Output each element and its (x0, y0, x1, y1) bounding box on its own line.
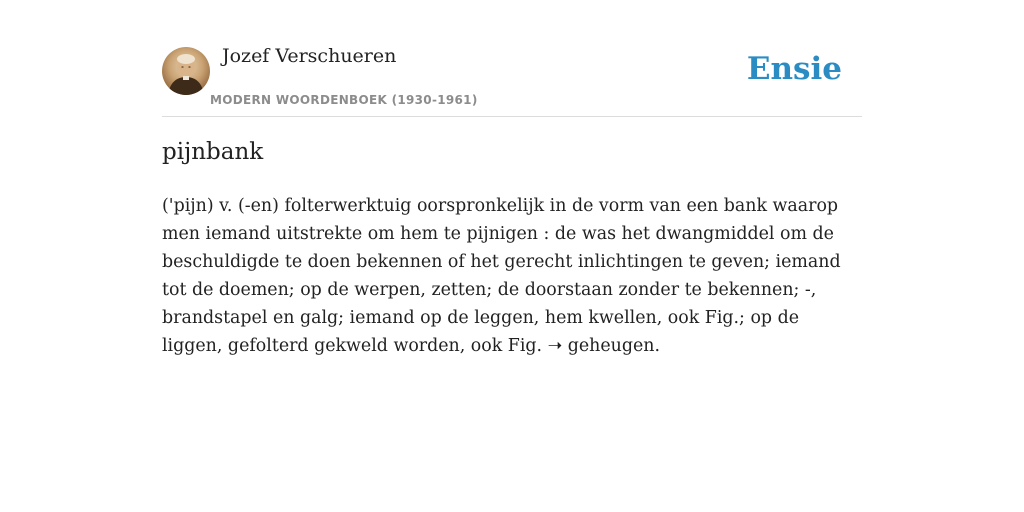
author-portrait-icon (162, 47, 210, 95)
author-avatar (162, 47, 210, 95)
definition-text (162, 192, 862, 360)
headword: pijnbank (162, 139, 264, 165)
arrow-icon: ➝ (547, 336, 563, 356)
link-geheugen[interactable]: geheugen (567, 336, 655, 356)
entry-header (162, 40, 862, 117)
definition-end: . (654, 336, 661, 356)
definition-body: ('pijn) v. (-en) folterwerktuig oorspronkelijk in de vorm van een bank waarop men iemand uitstrekte om hem te pijnigen : de was het dwangmiddel om de beschuldigde te doen bekennen of het gerecht inlichtingen te geven; iemand tot de doemen; op de werpen, zetten; de doorstaan zonder te bekennen; -, brandstapel en galg; iemand op de leggen, hem kwellen, ook Fig.; op de liggen, gefolterd gekweld worden, ook Fig. (162, 196, 841, 356)
author-name[interactable]: Jozef Verschueren (222, 45, 397, 67)
ensie-logo[interactable]: Ensie (746, 51, 842, 87)
source-dictionary[interactable]: MODERN WOORDENBOEK (1930-1961) (210, 93, 478, 107)
